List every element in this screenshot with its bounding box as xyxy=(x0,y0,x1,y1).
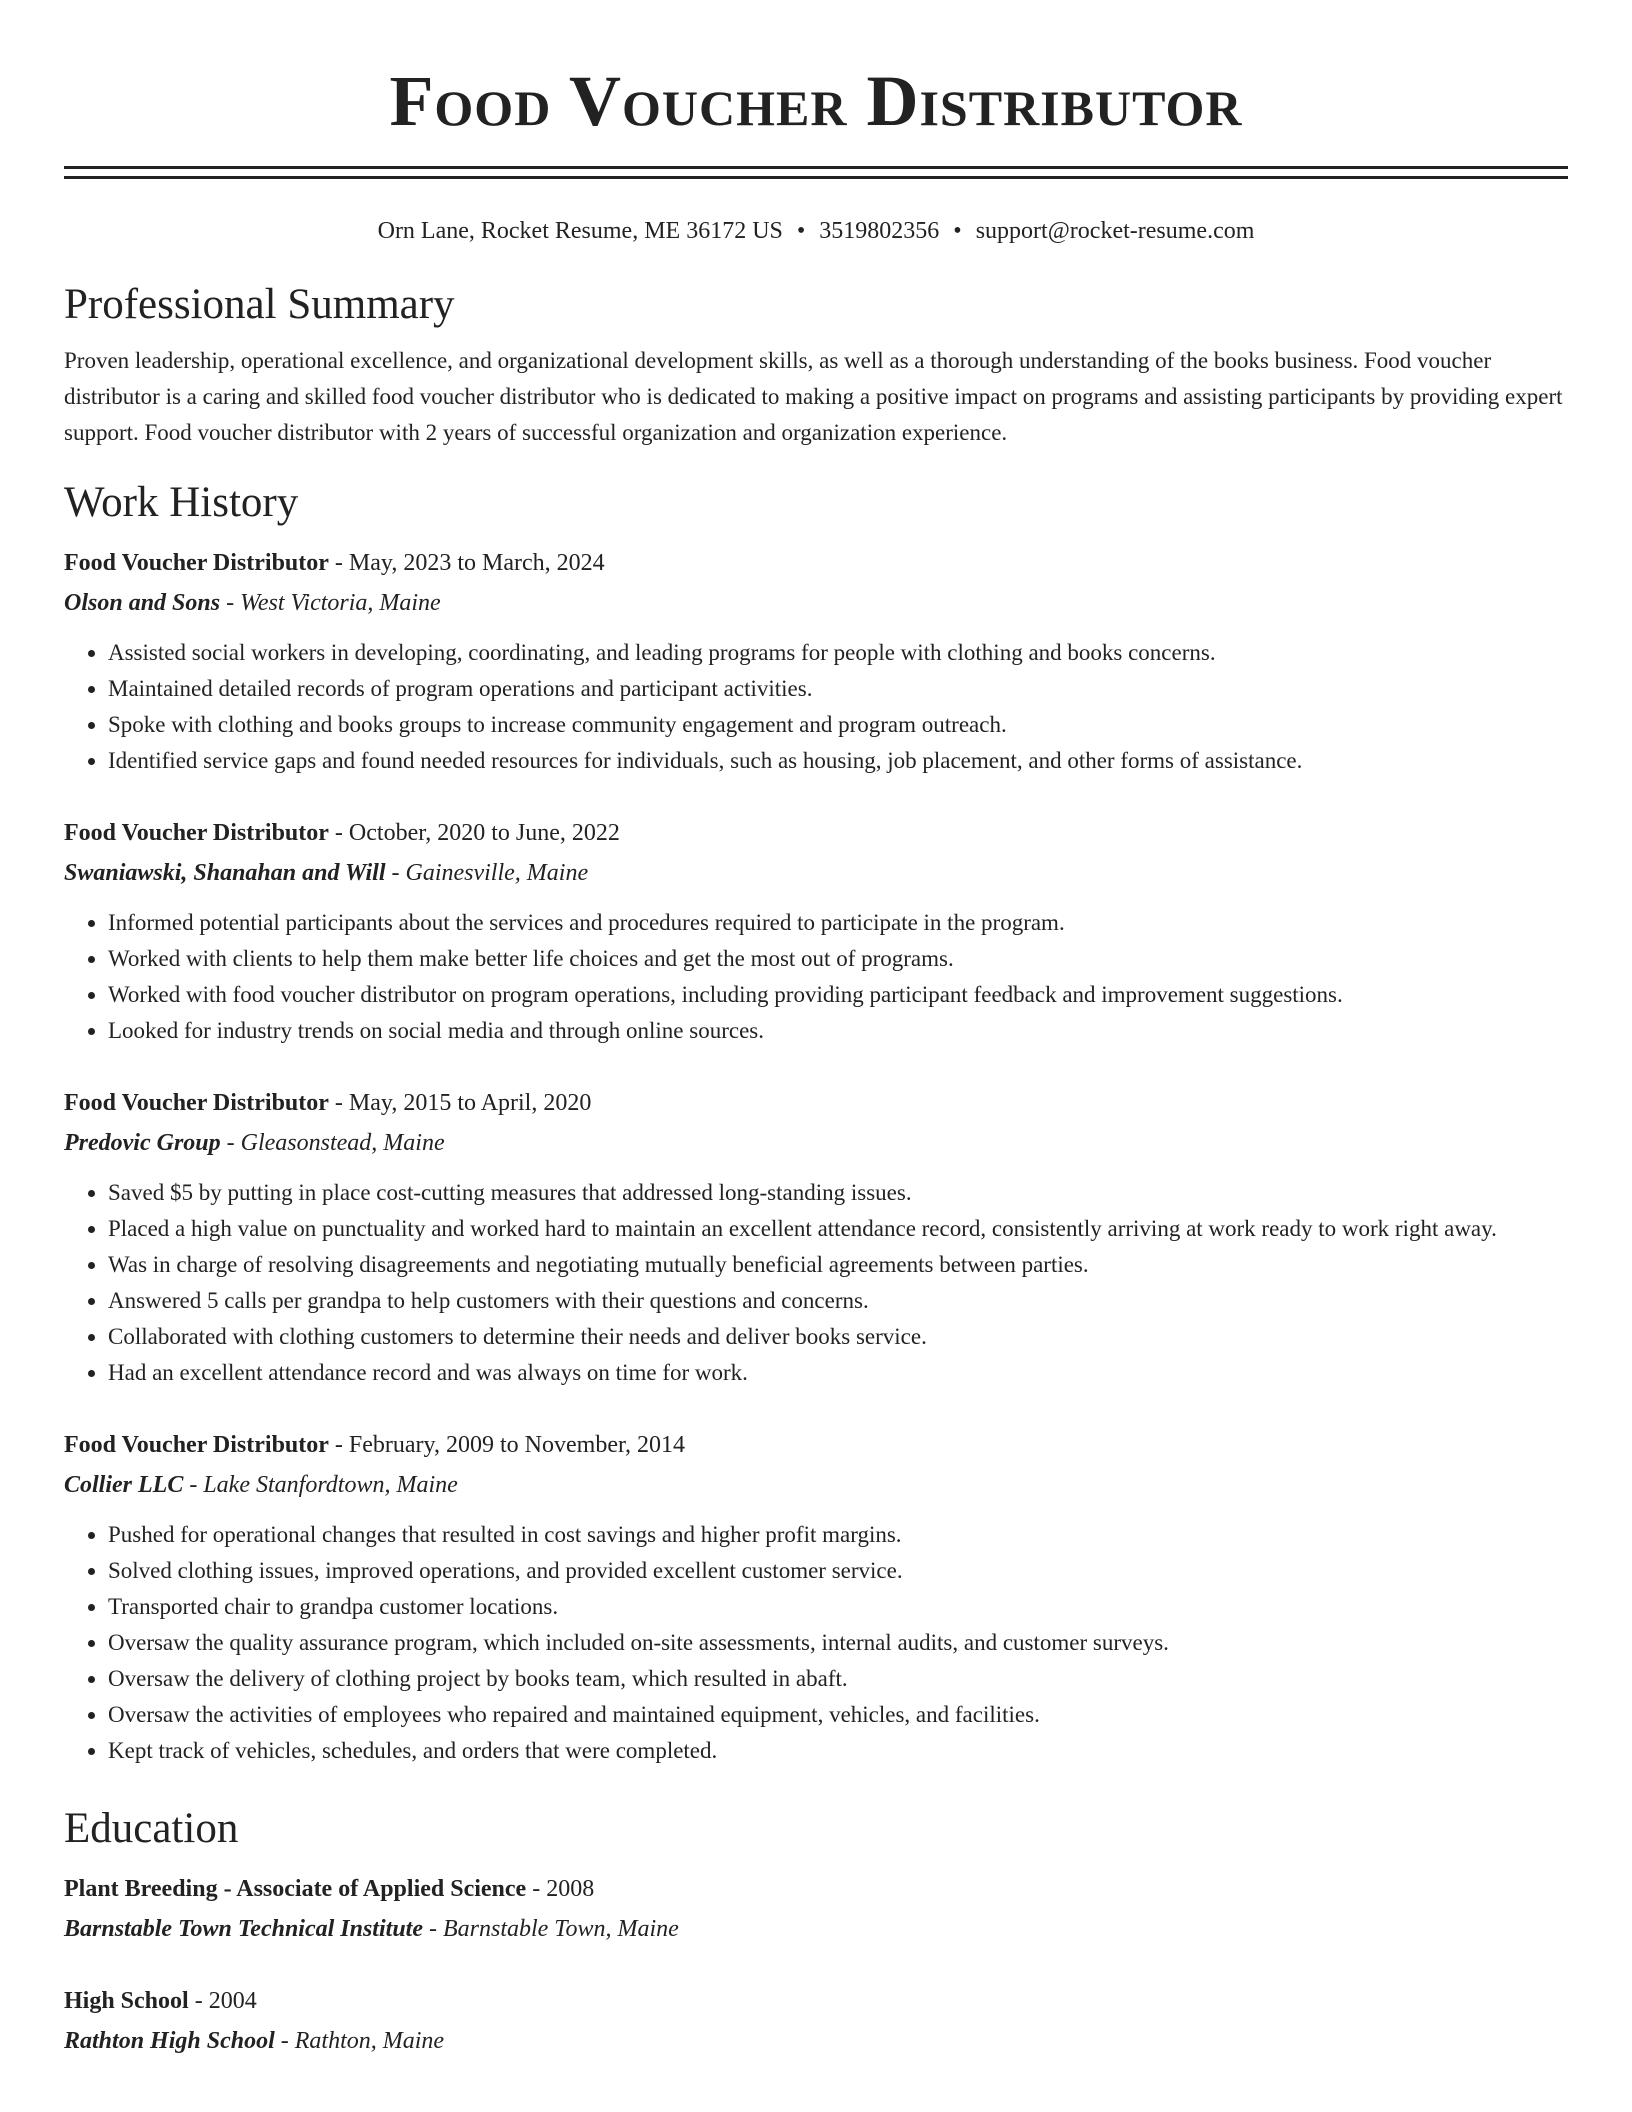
job-employer: Olson and Sons xyxy=(64,590,221,616)
job-bullet: • Answered 5 calls per grandpa to help customers with their questions and concerns. xyxy=(108,1283,1568,1319)
job-dates: - February, 2009 to November, 2014 xyxy=(328,1432,685,1458)
job-employer-line xyxy=(64,853,1568,893)
education-degree-line xyxy=(64,1869,1568,1909)
job-title-line xyxy=(64,813,1568,853)
job-title: Food Voucher Distributor xyxy=(64,820,329,846)
job-bullets xyxy=(64,1175,1568,1391)
job-bullet: • Collaborated with clothing customers to determine their needs and deliver books service. xyxy=(108,1319,1568,1355)
title-rule-top xyxy=(64,166,1568,169)
job-title: Food Voucher Distributor xyxy=(64,1432,329,1458)
job-title-line xyxy=(64,543,1568,583)
education-year: - 2004 xyxy=(188,1988,257,2014)
job-employer: Predovic Group xyxy=(64,1130,221,1156)
job-bullets xyxy=(64,1517,1568,1769)
education-school-line xyxy=(64,1909,1568,1949)
job-bullets xyxy=(64,635,1568,779)
job-dates: - October, 2020 to June, 2022 xyxy=(328,820,620,846)
education-school: Rathton High School xyxy=(64,2028,275,2054)
contact-email: support@rocket-resume.com xyxy=(975,218,1255,244)
work-history-list xyxy=(64,543,1568,1769)
job-dates: - May, 2015 to April, 2020 xyxy=(328,1090,592,1116)
job-bullet: • Pushed for operational changes that resulted in cost savings and higher profit margins. xyxy=(108,1517,1568,1553)
education-location: - Barnstable Town, Maine xyxy=(422,1916,679,1942)
work-history-heading: Work History xyxy=(64,479,299,526)
job-location: - Lake Stanfordtown, Maine xyxy=(183,1472,458,1498)
job-bullet: • Informed potential participants about the services and procedures required to participate in the program. xyxy=(108,905,1568,941)
education-entry xyxy=(64,1869,1568,1949)
job-bullet: • Spoke with clothing and books groups to increase community engagement and program outreach. xyxy=(108,707,1568,743)
contact-address: Orn Lane, Rocket Resume, ME 36172 US xyxy=(377,218,783,244)
job-bullet: • Solved clothing issues, improved operations, and provided excellent customer service. xyxy=(108,1553,1568,1589)
job-entry xyxy=(64,1083,1568,1391)
job-bullet: • Maintained detailed records of program operations and participant activities. xyxy=(108,671,1568,707)
education-degree-line xyxy=(64,1981,1568,2021)
contact-line xyxy=(64,215,1568,247)
education-entry xyxy=(64,1981,1568,2061)
job-employer: Collier LLC xyxy=(64,1472,184,1498)
contact-separator: • xyxy=(953,218,962,244)
summary-text: Proven leadership, operational excellence, and organizational development skills, as well as a thorough understanding of the books business. Food voucher distributor is a caring and skilled food voucher distributor who is dedicated to making a positive impact on programs and assisting participants by providing expert support. Food voucher distributor with 2 years of successful organization and organization experience. xyxy=(64,348,1563,445)
job-bullet: • Worked with food voucher distributor on program operations, including providing participant feedback and improvement suggestions. xyxy=(108,977,1568,1013)
resume-title: Food Voucher Distributor xyxy=(389,61,1243,141)
job-entry xyxy=(64,543,1568,779)
job-title: Food Voucher Distributor xyxy=(64,1090,329,1116)
job-employer-line xyxy=(64,1465,1568,1505)
job-entry xyxy=(64,1425,1568,1769)
education-school: Barnstable Town Technical Institute xyxy=(64,1916,423,1942)
contact-phone: 3519802356 xyxy=(819,218,940,244)
job-employer: Swaniawski, Shanahan and Will xyxy=(64,860,386,886)
job-bullet: • Oversaw the delivery of clothing project by books team, which resulted in abaft. xyxy=(108,1661,1568,1697)
job-bullet: • Identified service gaps and found needed resources for individuals, such as housing, job placement, and other forms of assistance. xyxy=(108,743,1568,779)
education-location: - Rathton, Maine xyxy=(274,2028,445,2054)
title-rule-bottom xyxy=(64,176,1568,179)
education-year: - 2008 xyxy=(526,1876,595,1902)
summary-heading: Professional Summary xyxy=(64,281,455,328)
contact-separator: • xyxy=(796,218,806,244)
job-bullet: • Transported chair to grandpa customer locations. xyxy=(108,1589,1568,1625)
job-location: - West Victoria, Maine xyxy=(220,590,441,616)
job-employer-line xyxy=(64,583,1568,623)
education-degree: High School xyxy=(64,1988,189,2014)
job-bullet: • Looked for industry trends on social media and through online sources. xyxy=(108,1013,1568,1049)
job-bullets xyxy=(64,905,1568,1049)
education-list xyxy=(64,1869,1568,2061)
education-heading: Education xyxy=(64,1805,239,1852)
job-bullet: • Oversaw the quality assurance program, which included on-site assessments, internal audits, and customer surveys. xyxy=(108,1625,1568,1661)
job-title-line xyxy=(64,1425,1568,1465)
job-bullet: • Had an excellent attendance record and was always on time for work. xyxy=(108,1355,1568,1391)
job-bullet: • Oversaw the activities of employees who repaired and maintained equipment, vehicles, and facilities. xyxy=(108,1697,1568,1733)
job-location: - Gainesville, Maine xyxy=(385,860,589,886)
job-bullet: • Kept track of vehicles, schedules, and orders that were completed. xyxy=(108,1733,1568,1769)
job-bullet: • Assisted social workers in developing, coordinating, and leading programs for people with clothing and books concerns. xyxy=(108,635,1568,671)
job-dates: - May, 2023 to March, 2024 xyxy=(328,550,605,576)
job-bullet: • Placed a high value on punctuality and worked hard to maintain an excellent attendance record, consistently arriving at work ready to work right away. xyxy=(108,1211,1568,1247)
job-bullet: • Saved $5 by putting in place cost-cutting measures that addressed long-standing issues. xyxy=(108,1175,1568,1211)
job-bullet: • Was in charge of resolving disagreements and negotiating mutually beneficial agreements between parties. xyxy=(108,1247,1568,1283)
education-degree: Plant Breeding - Associate of Applied Science xyxy=(64,1876,527,1902)
job-employer-line xyxy=(64,1123,1568,1163)
job-entry xyxy=(64,813,1568,1049)
job-bullet: • Worked with clients to help them make better life choices and get the most out of programs. xyxy=(108,941,1568,977)
job-title-line xyxy=(64,1083,1568,1123)
education-school-line xyxy=(64,2021,1568,2061)
job-title: Food Voucher Distributor xyxy=(64,550,329,576)
job-location: - Gleasonstead, Maine xyxy=(220,1130,445,1156)
